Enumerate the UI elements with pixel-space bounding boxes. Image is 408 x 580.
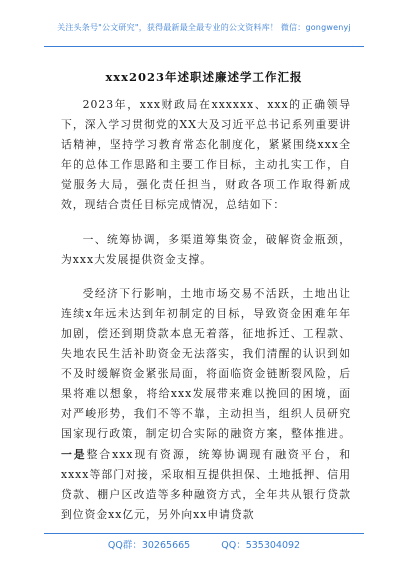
paragraph-financing-lead: 受经济下行影响，土地市场交易不活跃，土地出让连续x年远未达到年初制定的目标，导致资金困难年年加剧，偿还到期贷款本息无着落，征地拆迁、工程款、失地农民生活补助资金无法落实，我们清醒的认识到如不及时缓解资金紧张局面，将面临资金链断裂风险，后果将难以想象，将给xxx发展带来难以挽回的困境，面对严峻形势，我们不等不靠，主动担当，组织人员研究国家现行政策，制定切合实际的融资方案，整体推进。 [61, 286, 351, 441]
qq-number: QQ：535304092 [221, 540, 301, 551]
promo-banner: 关注头条号"公文研究"，获得最新最全最专业的公文资料库！ 微信：gongwenyj [57, 23, 351, 32]
qq-group: QQ群：30265665 [107, 540, 191, 551]
document-body [61, 95, 351, 525]
paragraph-financing-tail: 整合xxx现有资源，统筹协调现有融资平台，和xxxx等部门对接，采取相互提供担保、土地抵押、信用贷款、棚户区改造等多种融资方式，全年共从银行贷款到位资金xx亿元，另外向xx申请贷款 [61, 447, 351, 521]
footer-divider [44, 533, 364, 534]
header-divider [44, 46, 364, 47]
paragraph-financing-bold: 一是 [61, 447, 87, 461]
footer-contacts [0, 537, 408, 551]
paragraph-financing [61, 284, 351, 525]
document-title: xxx2023年述职述廉述学工作汇报 [105, 70, 303, 84]
paragraph-intro: 2023年，xxx财政局在xxxxxx、xxx的正确领导下，深入学习贯彻党的XX大及习近平总书记系列重要讲话精神，坚持学习教育常态化制度化，紧紧围绕xxx全年的总体工作思路和主要工作目标，主动扎实工作，自觉服务大局，强化责任担当，财政各项工作取得新成效，现结合责任目标完成情况，总结如下： [61, 98, 351, 212]
paragraph-section-heading: 一、统筹协调，多渠道筹集资金，破解资金瓶颈，为xxx大发展提供资金支撑。 [61, 232, 351, 266]
